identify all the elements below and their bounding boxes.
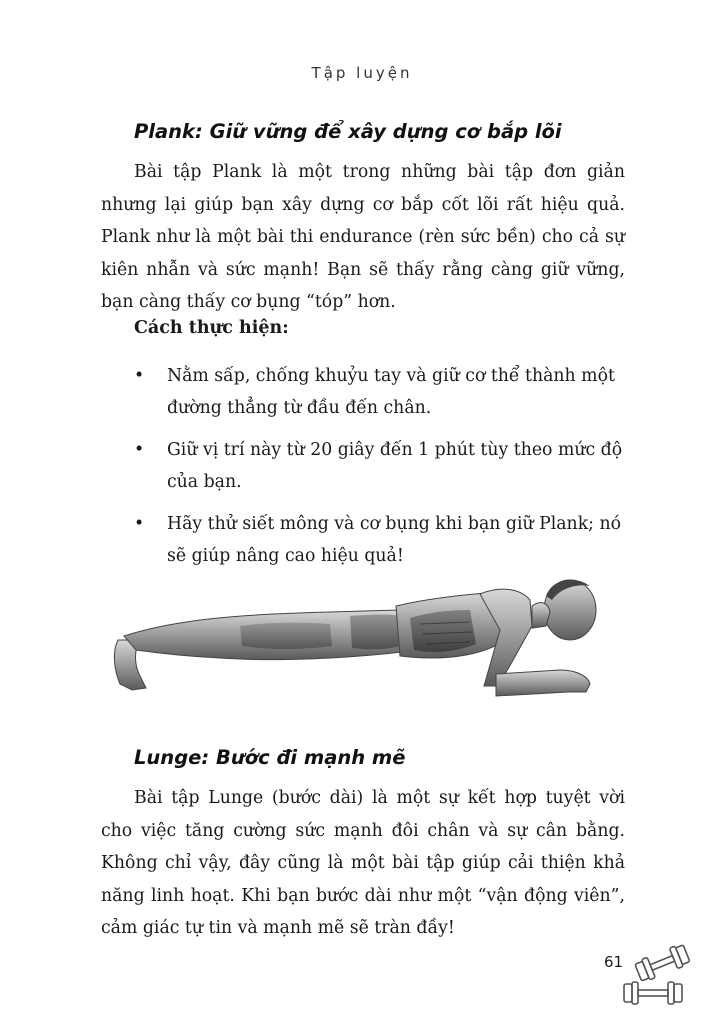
list-item xyxy=(134,360,626,424)
list-item xyxy=(134,508,626,572)
step-text: Giữ vị trí này từ 20 giây đến 1 phút tùy theo mức độ của bạn. xyxy=(167,440,623,492)
bullet-icon: • xyxy=(134,514,145,534)
bullet-icon: • xyxy=(134,440,145,460)
howto-label: Cách thực hiện: xyxy=(134,318,289,338)
step-text: Nằm sấp, chống khuỷu tay và giữ cơ thể thành một đường thẳng từ đầu đến chân. xyxy=(167,366,615,418)
page-number: 61 xyxy=(604,953,624,971)
plank-title: Plank: Giữ vững để xây dựng cơ bắp lõi xyxy=(134,120,562,143)
steps-list xyxy=(134,360,626,582)
dumbbell-icon xyxy=(618,940,694,1012)
plank-illustration xyxy=(100,566,624,730)
plank-intro: Bài tập Plank là một trong những bài tập đơn giản nhưng lại giúp bạn xây dựng cơ bắp cốt lõi rất hiệu quả. Plank như là một bài thi endurance (rèn sức bền) cho cả sự kiên nhẫn và sức mạnh! Bạn sẽ thấy rằng càng giữ vững, bạn càng thấy cơ bụng “tóp” hơn. xyxy=(101,162,625,312)
lunge-intro: Bài tập Lunge (bước dài) là một sự kết hợp tuyệt vời cho việc tăng cường sức mạnh đôi chân và sự cân bằng. Không chỉ vậy, đây cũng là một bài tập giúp cải thiện khả năng linh hoạt. Khi bạn bước dài như một “vận động viên”, cảm giác tự tin và mạnh mẽ sẽ tràn đầy! xyxy=(101,788,625,938)
step-text: Hãy thử siết mông và cơ bụng khi bạn giữ Plank; nó sẽ giúp nâng cao hiệu quả! xyxy=(167,514,622,566)
bullet-icon: • xyxy=(134,366,145,386)
list-item xyxy=(134,434,626,498)
lunge-title: Lunge: Bước đi mạnh mẽ xyxy=(134,746,406,769)
running-head: Tập luyện xyxy=(311,64,413,82)
